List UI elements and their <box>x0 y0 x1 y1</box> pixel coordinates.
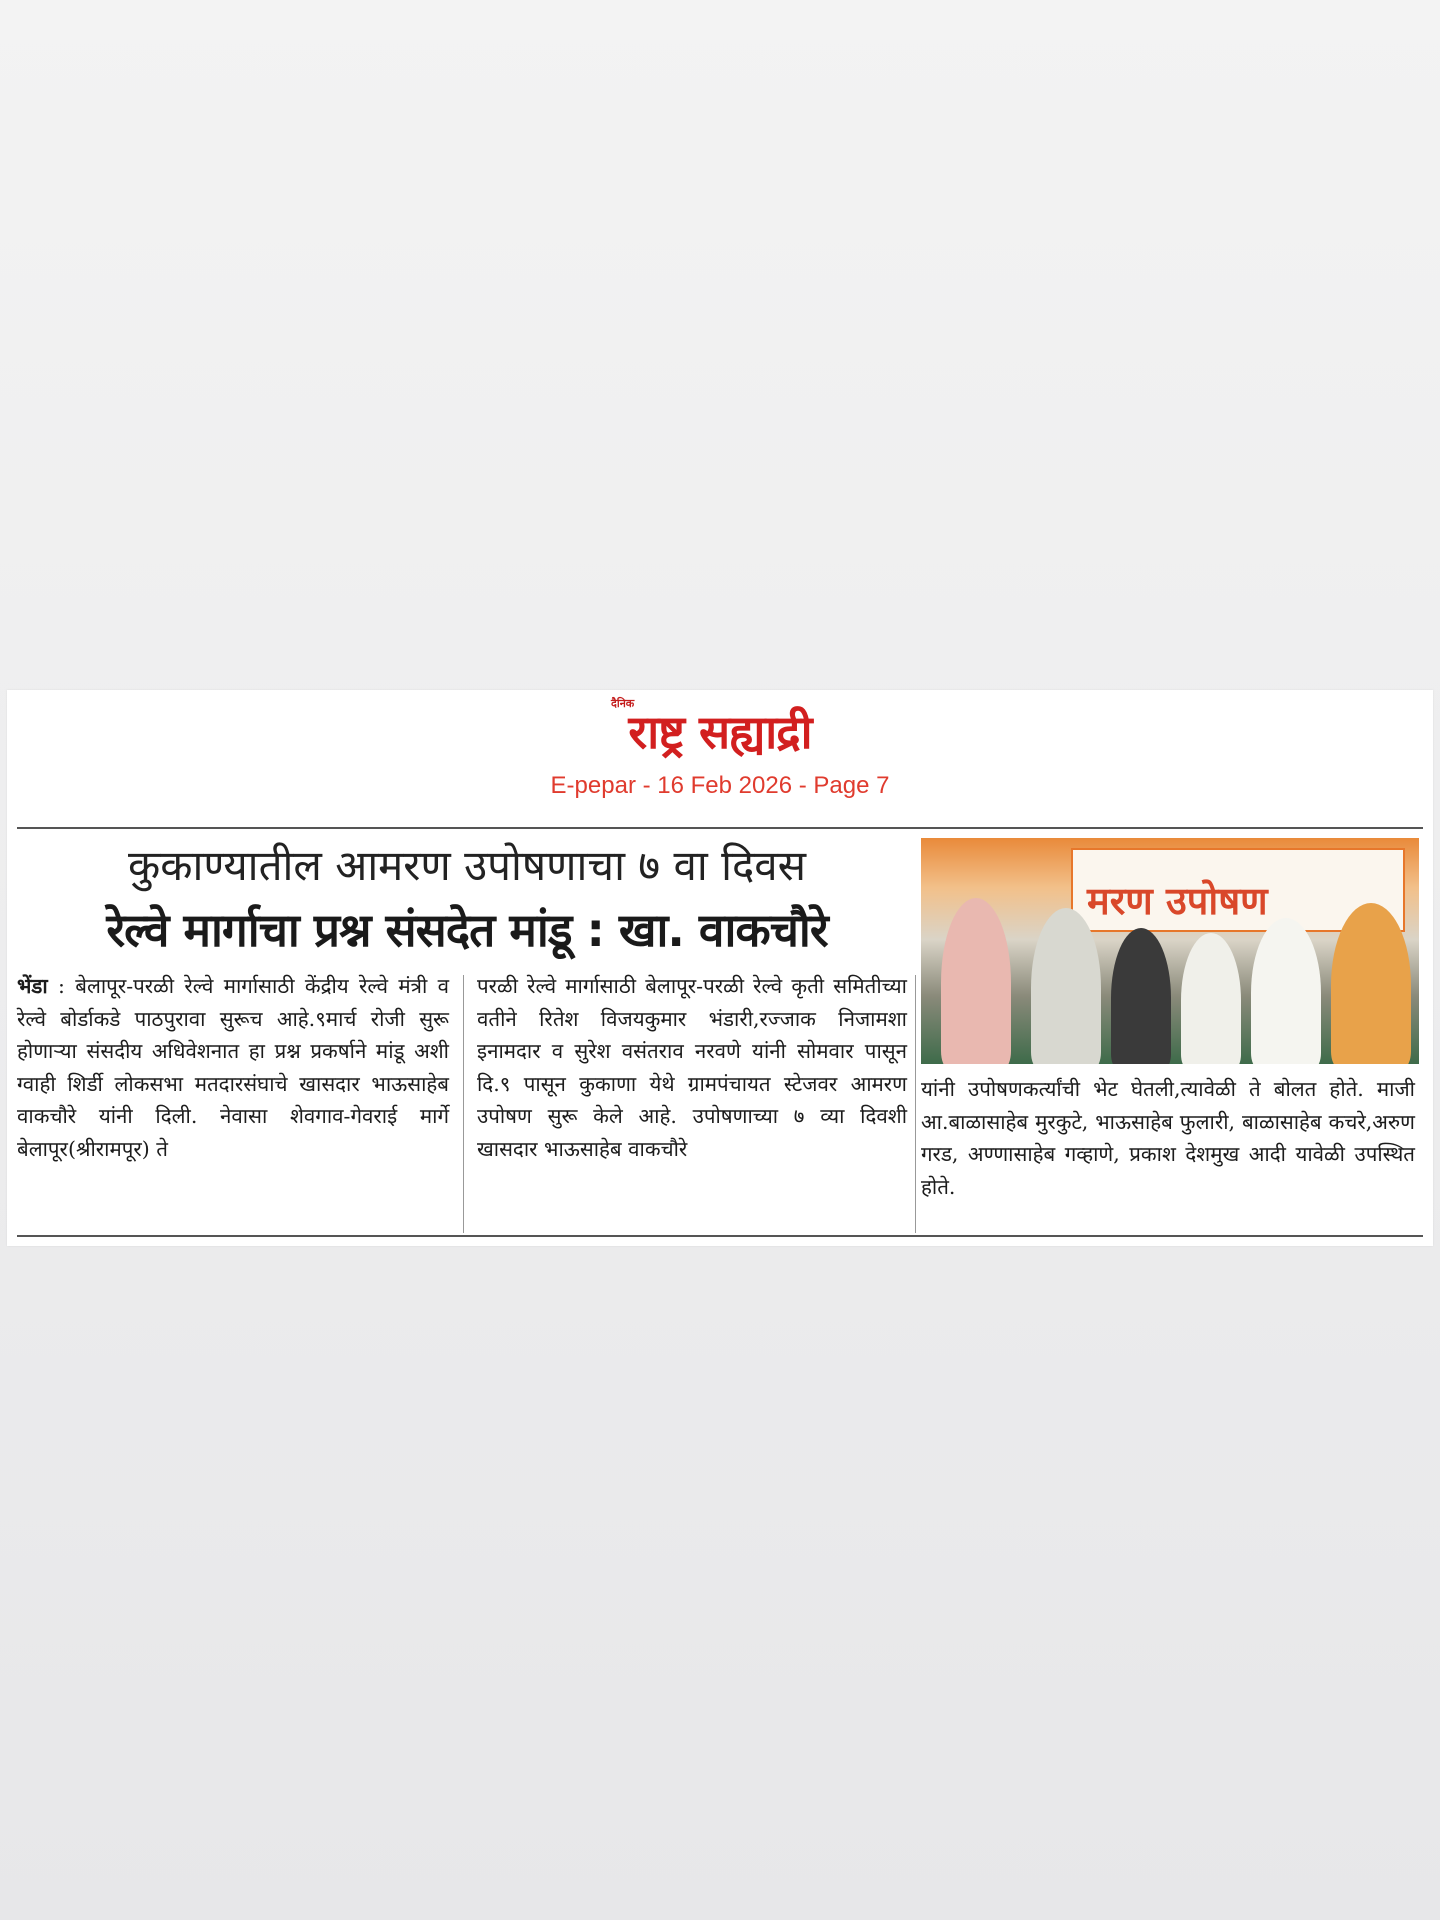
photo-person <box>1181 933 1241 1064</box>
newspaper-clipping <box>7 690 1433 1246</box>
bottom-rule <box>17 1235 1423 1237</box>
article-kicker: कुकाण्यातील आमरण उपोषणाचा ७ वा दिवस <box>127 841 807 890</box>
photo-banner-text: मरण उपोषण <box>1087 879 1268 923</box>
dateline-separator: : <box>47 974 76 998</box>
article-photo <box>921 838 1419 1064</box>
article-column-2 <box>477 970 907 1166</box>
photo-person <box>941 898 1011 1064</box>
newspaper-logo: राष्ट्र सह्याद्री <box>628 705 812 759</box>
top-rule <box>17 827 1423 829</box>
column-3-text: यांनी उपोषणकर्त्यांची भेट घेतली,त्यावेळी ते बोलत होते. माजी आ.बाळासाहेब मुरकुटे, भाऊसाहेब फुलारी, बाळासाहेब कचरे,अरुण गरड, अण्णासाहेब गव्हाणे, प्रकाश देशमुख आदी यावेळी उपस्थित होते. <box>921 1077 1415 1199</box>
article-column-1 <box>17 970 449 1166</box>
photo-person <box>1111 928 1171 1064</box>
dateline: भेंडा <box>17 974 48 998</box>
brand-prefix: दैनिक <box>611 697 635 710</box>
photo-person <box>1251 918 1321 1064</box>
column-2-text: परळी रेल्वे मार्गासाठी बेलापूर-परळी रेल्वे कृती समितीच्या वतीने रितेश विजयकुमार भंडारी,रज्जाक निजामशा इनामदार व सुरेश वसंतराव नरवणे यांनी सोमवार पासून दि.९ पासून कुकाणा येथे ग्रामपंचायत स्टेजवर आमरण उपोषण सुरू केले आहे. उपोषणाच्या ७ व्या दिवशी खासदार भाऊसाहेब वाकचौरे <box>477 974 907 1161</box>
photo-person <box>1331 903 1411 1064</box>
column-1-text: बेलापूर-परळी रेल्वे मार्गासाठी केंद्रीय रेल्वे मंत्री व रेल्वे बोर्डाकडे पाठपुरावा सुरूच आहे.९मार्च रोजी सुरू होणाऱ्या संसदीय अधिवेशनात हा प्रश्न प्रकर्षाने मांडू अशी ग्वाही शिर्डी लोकसभा मतदारसंघाचे खासदार भाऊसाहेब वाकचौरे यांनी दिली. नेवासा शेवगाव-गेवराई मार्गे बेलापूर(श्रीरामपूर) ते <box>17 974 449 1161</box>
article-headline: रेल्वे मार्गाचा प्रश्न संसदेत मांडू : खा. वाकचौरे <box>106 903 828 957</box>
photo-person <box>1031 908 1101 1064</box>
edition-line: E-pepar - 16 Feb 2026 - Page 7 <box>550 772 890 799</box>
masthead <box>7 690 1433 810</box>
column-divider <box>463 975 464 1233</box>
column-divider <box>915 975 916 1233</box>
article-column-3 <box>921 1073 1415 1203</box>
